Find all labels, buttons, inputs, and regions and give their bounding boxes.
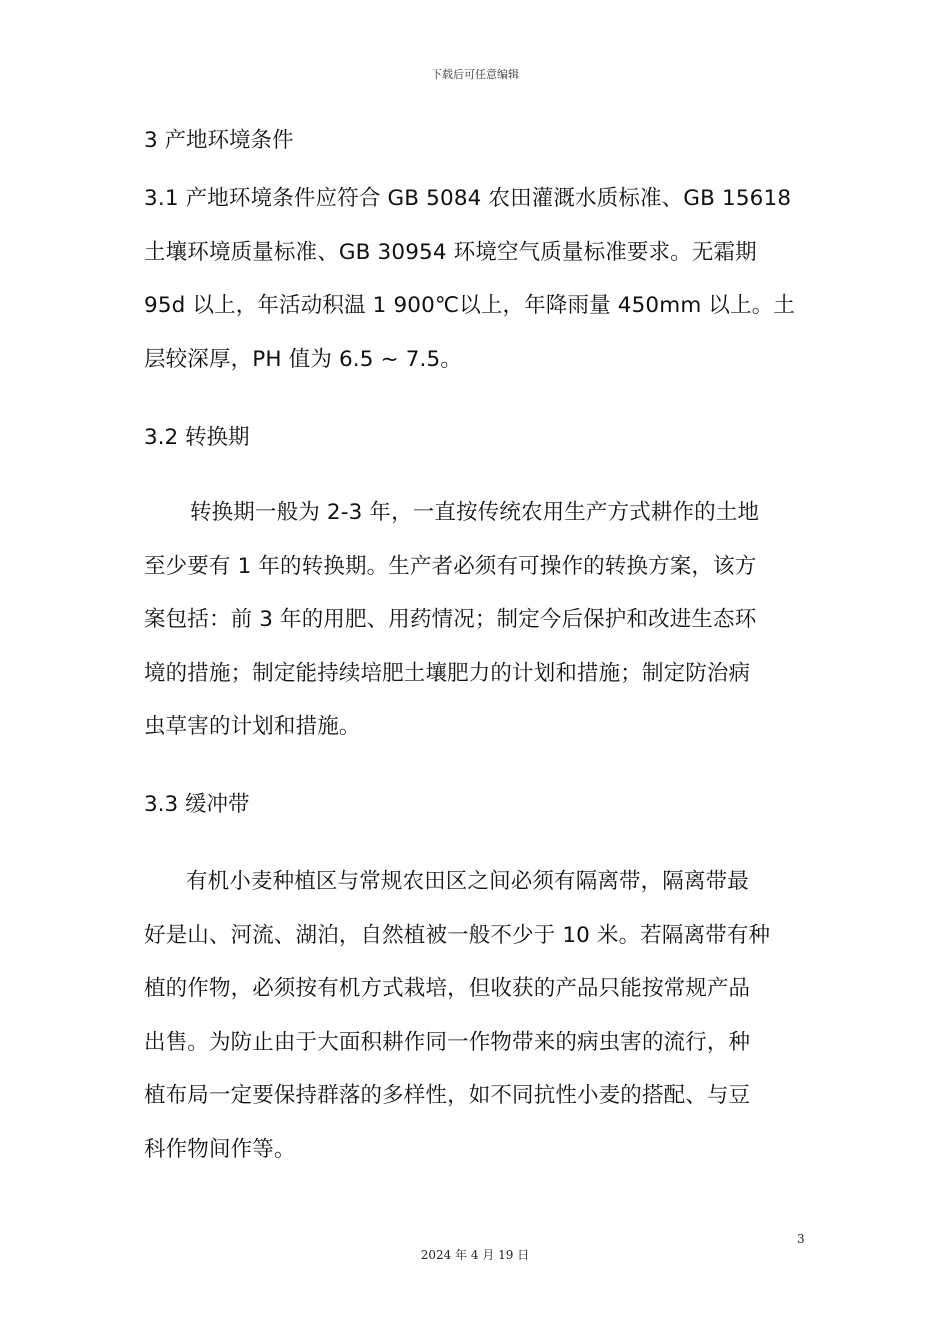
paragraph-line: 至少要有 1 年的转换期。生产者必须有可操作的转换方案，该方	[144, 553, 757, 579]
section-3-3-heading: 3.3 缓冲带	[144, 792, 250, 817]
paragraph-line: 虫草害的计划和措施。	[144, 714, 361, 739]
section-3-2-heading: 3.2 转换期	[144, 425, 250, 450]
paragraph-line: 植的作物，必须按有机方式栽培，但收获的产品只能按常规产品	[144, 976, 751, 1001]
paragraph-line: 境的措施；制定能持续培肥土壤肥力的计划和措施；制定防治病	[144, 660, 751, 686]
footer-date: 2024 年 4 月 19 日	[420, 1248, 530, 1262]
paragraph-line: 科作物间作等。	[144, 1136, 296, 1162]
section-3-2-paragraph	[144, 486, 808, 754]
paragraph-line: 有机小麦种植区与常规农田区之间必须有隔离带，隔离带最	[186, 869, 749, 894]
paragraph-line: 3.1 产地环境条件应符合 GB 5084 农田灌溉水质标准、GB 15618	[144, 186, 792, 211]
paragraph-line: 土壤环境质量标准、GB 30954 环境空气质量标准要求。无霜期	[144, 239, 757, 265]
section-3-1-paragraph	[144, 172, 808, 386]
paragraph-line: 出售。为防止由于大面积耕作同一作物带来的病虫害的流行，种	[144, 1029, 751, 1055]
page-number: 3	[797, 1232, 805, 1246]
section-3-3-paragraph	[144, 855, 808, 1176]
paragraph-line: 好是山、河流、湖泊，自然植被一般不少于 10 米。若隔离带有种	[144, 922, 771, 948]
page-header: 下载后可任意编辑	[431, 68, 519, 81]
section-3-heading: 3 产地环境条件	[144, 128, 294, 153]
paragraph-line: 95d 以上，年活动积温 1 900℃以上，年降雨量 450mm 以上。土	[144, 293, 796, 318]
paragraph-line: 层较深厚，PH 值为 6.5 ~ 7.5。	[144, 346, 463, 372]
paragraph-line: 转换期一般为 2-3 年，一直按传统农用生产方式耕作的土地	[190, 500, 760, 525]
paragraph-line: 案包括：前 3 年的用肥、用药情况；制定今后保护和改进生态环	[144, 607, 757, 632]
paragraph-line: 植布局一定要保持群落的多样性，如不同抗性小麦的搭配、与豆	[144, 1083, 751, 1108]
